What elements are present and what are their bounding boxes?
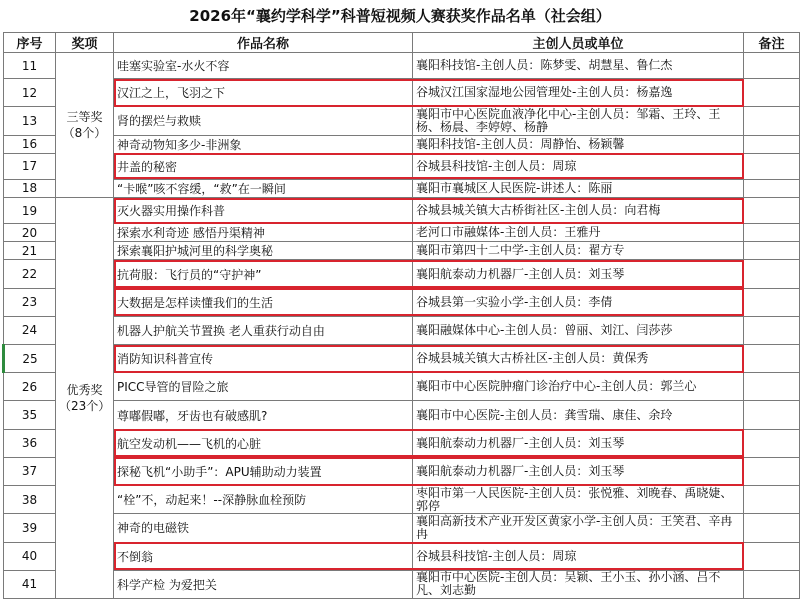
cell-work-name[interactable]: 汉江之上，飞羽之下 [114,79,413,107]
cell-creator[interactable]: 谷城县科技馆-主创人员：周琼 [413,153,744,179]
cell-no[interactable]: 19 [4,198,56,224]
table-row[interactable] [4,570,800,598]
cell-no[interactable]: 16 [4,135,56,153]
cell-creator[interactable]: 老河口市融媒体-主创人员：王雅丹 [413,224,744,242]
cell-creator[interactable]: 襄阳融媒体中心-主创人员：曾丽、刘江、闫莎莎 [413,316,744,344]
cell-no[interactable]: 40 [4,542,56,570]
cell-work-name[interactable]: 尊嘟假嘟，牙齿也有破感肌? [114,401,413,429]
table-row[interactable] [4,242,800,260]
cell-work-name[interactable]: 哇塞实验室-水火不容 [114,53,413,79]
cell-creator[interactable]: 襄阳市中心医院血液净化中心-主创人员：邹霜、王玲、王杨、杨晨、李婷婷、杨静 [413,107,744,135]
table-row[interactable] [4,260,800,288]
table-row[interactable] [4,198,800,224]
cell-work-name[interactable]: 井盖的秘密 [114,153,413,179]
cell-note[interactable] [744,345,800,373]
cell-creator[interactable]: 襄阳市第四十二中学-主创人员：翟方专 [413,242,744,260]
cell-creator[interactable]: 襄阳科技馆-主创人员：周静怡、杨颖馨 [413,135,744,153]
cell-no[interactable]: 36 [4,429,56,457]
cell-work-name[interactable]: 抗荷服：飞行员的“守护神” [114,260,413,288]
cell-note[interactable] [744,457,800,485]
table-row[interactable] [4,224,800,242]
table-row[interactable] [4,345,800,373]
cell-creator[interactable]: 谷城汉江国家湿地公园管理处-主创人员：杨嘉逸 [413,79,744,107]
table-body [4,53,800,599]
cell-no[interactable]: 35 [4,401,56,429]
cell-creator[interactable]: 谷城县第一实验小学-主创人员：李倩 [413,288,744,316]
header-award[interactable]: 奖项 [56,33,114,53]
table-row[interactable] [4,401,800,429]
cell-creator[interactable]: 襄阳科技馆-主创人员：陈梦雯、胡慧星、鲁仁杰 [413,53,744,79]
cell-note[interactable] [744,316,800,344]
cell-work-name[interactable]: 探秘飞机“小助手”：APU辅助动力装置 [114,457,413,485]
cell-creator[interactable]: 襄阳市襄城区人民医院-讲述人：陈丽 [413,179,744,197]
header-note[interactable]: 备注 [744,33,800,53]
cell-creator[interactable]: 襄阳航泰动力机器厂-主创人员：刘玉琴 [413,457,744,485]
cell-no[interactable]: 38 [4,486,56,514]
table-row[interactable] [4,288,800,316]
table-row[interactable] [4,316,800,344]
cell-creator[interactable]: 谷城县城关镇大古桥街社区-主创人员：向君梅 [413,198,744,224]
cell-no[interactable]: 11 [4,53,56,79]
cell-note[interactable] [744,429,800,457]
table-row[interactable] [4,53,800,79]
cell-note[interactable] [744,514,800,542]
header-row [4,33,800,53]
award-table [2,32,800,599]
cell-creator[interactable]: 襄阳市中心医院-主创人员：吴颖、王小玉、孙小涵、吕不凡、刘志勤 [413,570,744,598]
cell-note[interactable] [744,570,800,598]
cell-note[interactable] [744,53,800,79]
cell-note[interactable] [744,107,800,135]
cell-work-name[interactable]: 探索水利奇迹 感悟丹渠精神 [114,224,413,242]
table-row[interactable] [4,514,800,542]
cell-note[interactable] [744,224,800,242]
cell-creator[interactable]: 谷城县城关镇大古桥社区-主创人员：黄保秀 [413,345,744,373]
cell-work-name[interactable]: 机器人护航关节置换 老人重获行动自由 [114,316,413,344]
cell-note[interactable] [744,79,800,107]
cell-work-name[interactable]: 灭火器实用操作科普 [114,198,413,224]
cell-note[interactable] [744,542,800,570]
table-row[interactable] [4,79,800,107]
cell-no[interactable]: 21 [4,242,56,260]
cell-note[interactable] [744,179,800,197]
cell-note[interactable] [744,260,800,288]
cell-no[interactable]: 12 [4,79,56,107]
cell-no[interactable]: 41 [4,570,56,598]
cell-no[interactable]: 18 [4,179,56,197]
cell-work-name[interactable]: 航空发动机——飞机的心脏 [114,429,413,457]
table-row[interactable] [4,542,800,570]
cell-note[interactable] [744,153,800,179]
cell-no[interactable]: 39 [4,514,56,542]
cell-note[interactable] [744,401,800,429]
cell-creator[interactable]: 枣阳市第一人民医院-主创人员：张悦雅、刘晚春、禹晓婕、郭停 [413,486,744,514]
cell-work-name[interactable]: 消防知识科普宣传 [114,345,413,373]
cell-no[interactable]: 17 [4,153,56,179]
header-work[interactable]: 作品名称 [114,33,413,53]
table-row[interactable] [4,457,800,485]
cell-work-name[interactable]: “栓”不，动起来！--深静脉血栓预防 [114,486,413,514]
cell-creator[interactable]: 襄阳高新技术产业开发区黄家小学-主创人员：王笑君、辛冉冉 [413,514,744,542]
cell-creator[interactable]: 襄阳航泰动力机器厂-主创人员：刘玉琴 [413,429,744,457]
cell-no[interactable]: 23 [4,288,56,316]
cell-note[interactable] [744,373,800,401]
cell-no[interactable]: 37 [4,457,56,485]
cell-work-name[interactable]: 神奇动物知多少-非洲象 [114,135,413,153]
cell-no[interactable]: 22 [4,260,56,288]
cell-work-name[interactable]: 大数据是怎样读懂我们的生活 [114,288,413,316]
cell-creator[interactable]: 襄阳市中心医院-主创人员：龚雪瑞、康佳、余玲 [413,401,744,429]
cell-work-name[interactable]: 探索襄阳护城河里的科学奥秘 [114,242,413,260]
table-row[interactable] [4,429,800,457]
cell-note[interactable] [744,135,800,153]
table-row[interactable] [4,107,800,135]
cell-work-name[interactable]: 神奇的电磁铁 [114,514,413,542]
cell-creator[interactable]: 襄阳市中心医院肿瘤门诊治疗中心-主创人员：郭兰心 [413,373,744,401]
cell-work-name[interactable]: 不倒翁 [114,542,413,570]
cell-work-name[interactable]: 肾的摆烂与救赎 [114,107,413,135]
table-row[interactable] [4,135,800,153]
cell-creator[interactable]: 谷城县科技馆-主创人员：周琼 [413,542,744,570]
header-creator[interactable]: 主创人员或单位 [413,33,744,53]
cell-work-name[interactable]: PICC导管的冒险之旅 [114,373,413,401]
cell-creator[interactable]: 襄阳航泰动力机器厂-主创人员：刘玉琴 [413,260,744,288]
document-title: 2026年“襄约学科学”科普短视频人赛获奖作品名单（社会组） [189,7,611,25]
table-row[interactable] [4,373,800,401]
award-excellence-prize[interactable]: 优秀奖 （23个） [56,198,114,599]
cell-note[interactable] [744,486,800,514]
table-row[interactable] [4,153,800,179]
cell-no[interactable]: 25 [4,345,56,373]
cell-note[interactable] [744,288,800,316]
award-third-prize[interactable]: 三等奖 （8个） [56,53,114,198]
table-row[interactable] [4,179,800,197]
header-no[interactable]: 序号 [4,33,56,53]
cell-no[interactable]: 20 [4,224,56,242]
cell-work-name[interactable]: “卡喉”咳不容缓，“救”在一瞬间 [114,179,413,197]
cell-work-name[interactable]: 科学产检 为爱把关 [114,570,413,598]
cell-no[interactable]: 24 [4,316,56,344]
cell-no[interactable]: 26 [4,373,56,401]
cell-no[interactable]: 13 [4,107,56,135]
cell-note[interactable] [744,242,800,260]
cell-note[interactable] [744,198,800,224]
table-row[interactable] [4,486,800,514]
